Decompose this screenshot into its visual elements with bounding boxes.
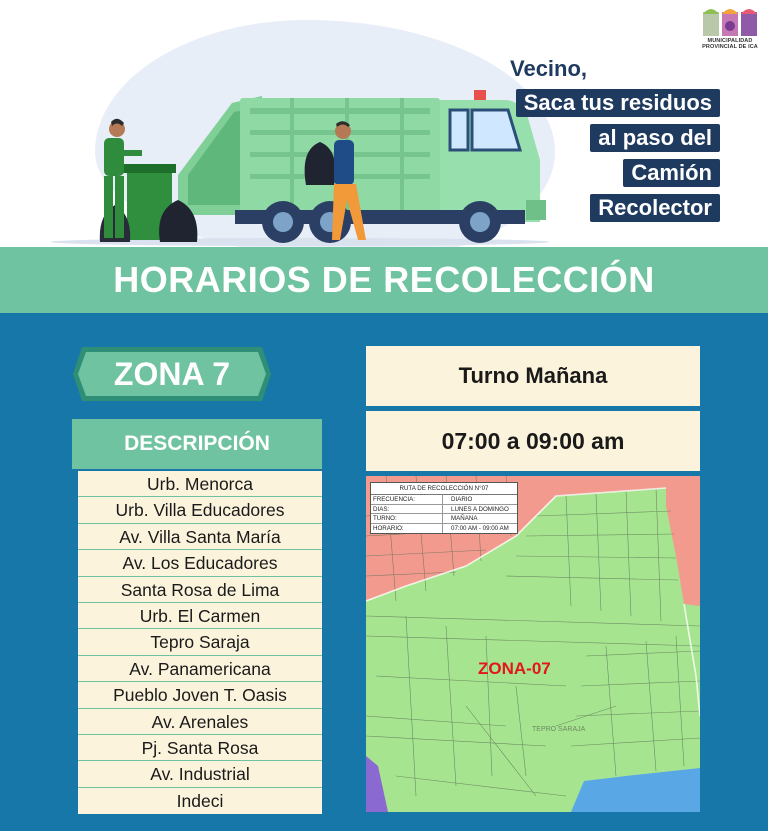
- list-item: Indeci: [176, 790, 224, 811]
- route-key: HORARIO:: [371, 524, 443, 534]
- table-row: [371, 495, 517, 505]
- slogan-line-4: Recolector: [590, 194, 720, 222]
- shift-hours: 07:00 a 09:00 am: [366, 411, 700, 471]
- municipality-logo: [698, 6, 762, 56]
- list-item: Av. Los Educadores: [78, 550, 322, 576]
- list-item: Av. Villa Santa María: [78, 524, 322, 550]
- slogan-line-1: Saca tus residuos: [516, 89, 720, 117]
- list-item: Av. Industrial: [78, 761, 322, 787]
- table-row: [371, 524, 517, 534]
- list-item: Tepro Saraja: [78, 629, 322, 655]
- municipality-logo-icon: [701, 6, 759, 38]
- route-info-table: [370, 482, 518, 534]
- route-map: [366, 476, 700, 812]
- list-item: Pj. Santa Rosa: [78, 735, 322, 761]
- list-item: Av. Arenales: [78, 709, 322, 735]
- route-key: DIAS:: [371, 505, 443, 514]
- table-row: [371, 514, 517, 524]
- map-zone-label: ZONA-07: [478, 659, 551, 678]
- shift-label: Turno Mañana: [366, 346, 700, 406]
- slogan-line-2: al paso del: [590, 124, 720, 152]
- zone-badge: [72, 346, 272, 402]
- page-title: HORARIOS DE RECOLECCIÓN: [113, 259, 655, 300]
- logo-text-line2: PROVINCIAL DE ICA: [702, 44, 758, 50]
- route-key: TURNO:: [371, 514, 443, 523]
- description-heading: DESCRIPCIÓN: [72, 419, 322, 469]
- route-key: FRECUENCIA:: [371, 495, 443, 504]
- slogan-greeting: Vecino,: [510, 56, 588, 81]
- slogan-line-3: Camión: [623, 159, 720, 187]
- list-item: Pueblo Joven T. Oasis: [78, 682, 322, 708]
- header-banner: [0, 0, 768, 247]
- description-list: [78, 471, 322, 814]
- logo-text-line1: MUNICIPALIDAD: [707, 38, 753, 44]
- title-band: [0, 247, 768, 313]
- zone-label: ZONA 7: [113, 355, 231, 392]
- route-value: DIARIO: [451, 496, 473, 503]
- table-row: [371, 505, 517, 515]
- list-item: Santa Rosa de Lima: [78, 577, 322, 603]
- route-value: MAÑANA: [451, 515, 478, 522]
- slogan: [510, 56, 720, 222]
- route-value: LUNES A DOMINGO: [451, 505, 509, 513]
- list-item: Urb. Villa Educadores: [78, 497, 322, 523]
- list-item: Urb. Menorca: [78, 471, 322, 497]
- map-street-label: TEPRO SARAJA: [532, 726, 586, 733]
- list-item: Urb. El Carmen: [78, 603, 322, 629]
- route-value: 07:00 AM - 09:00 AM: [451, 524, 509, 532]
- list-item: Av. Panamericana: [78, 656, 322, 682]
- route-title: RUTA DE RECOLECCIÓN N°07: [371, 483, 517, 495]
